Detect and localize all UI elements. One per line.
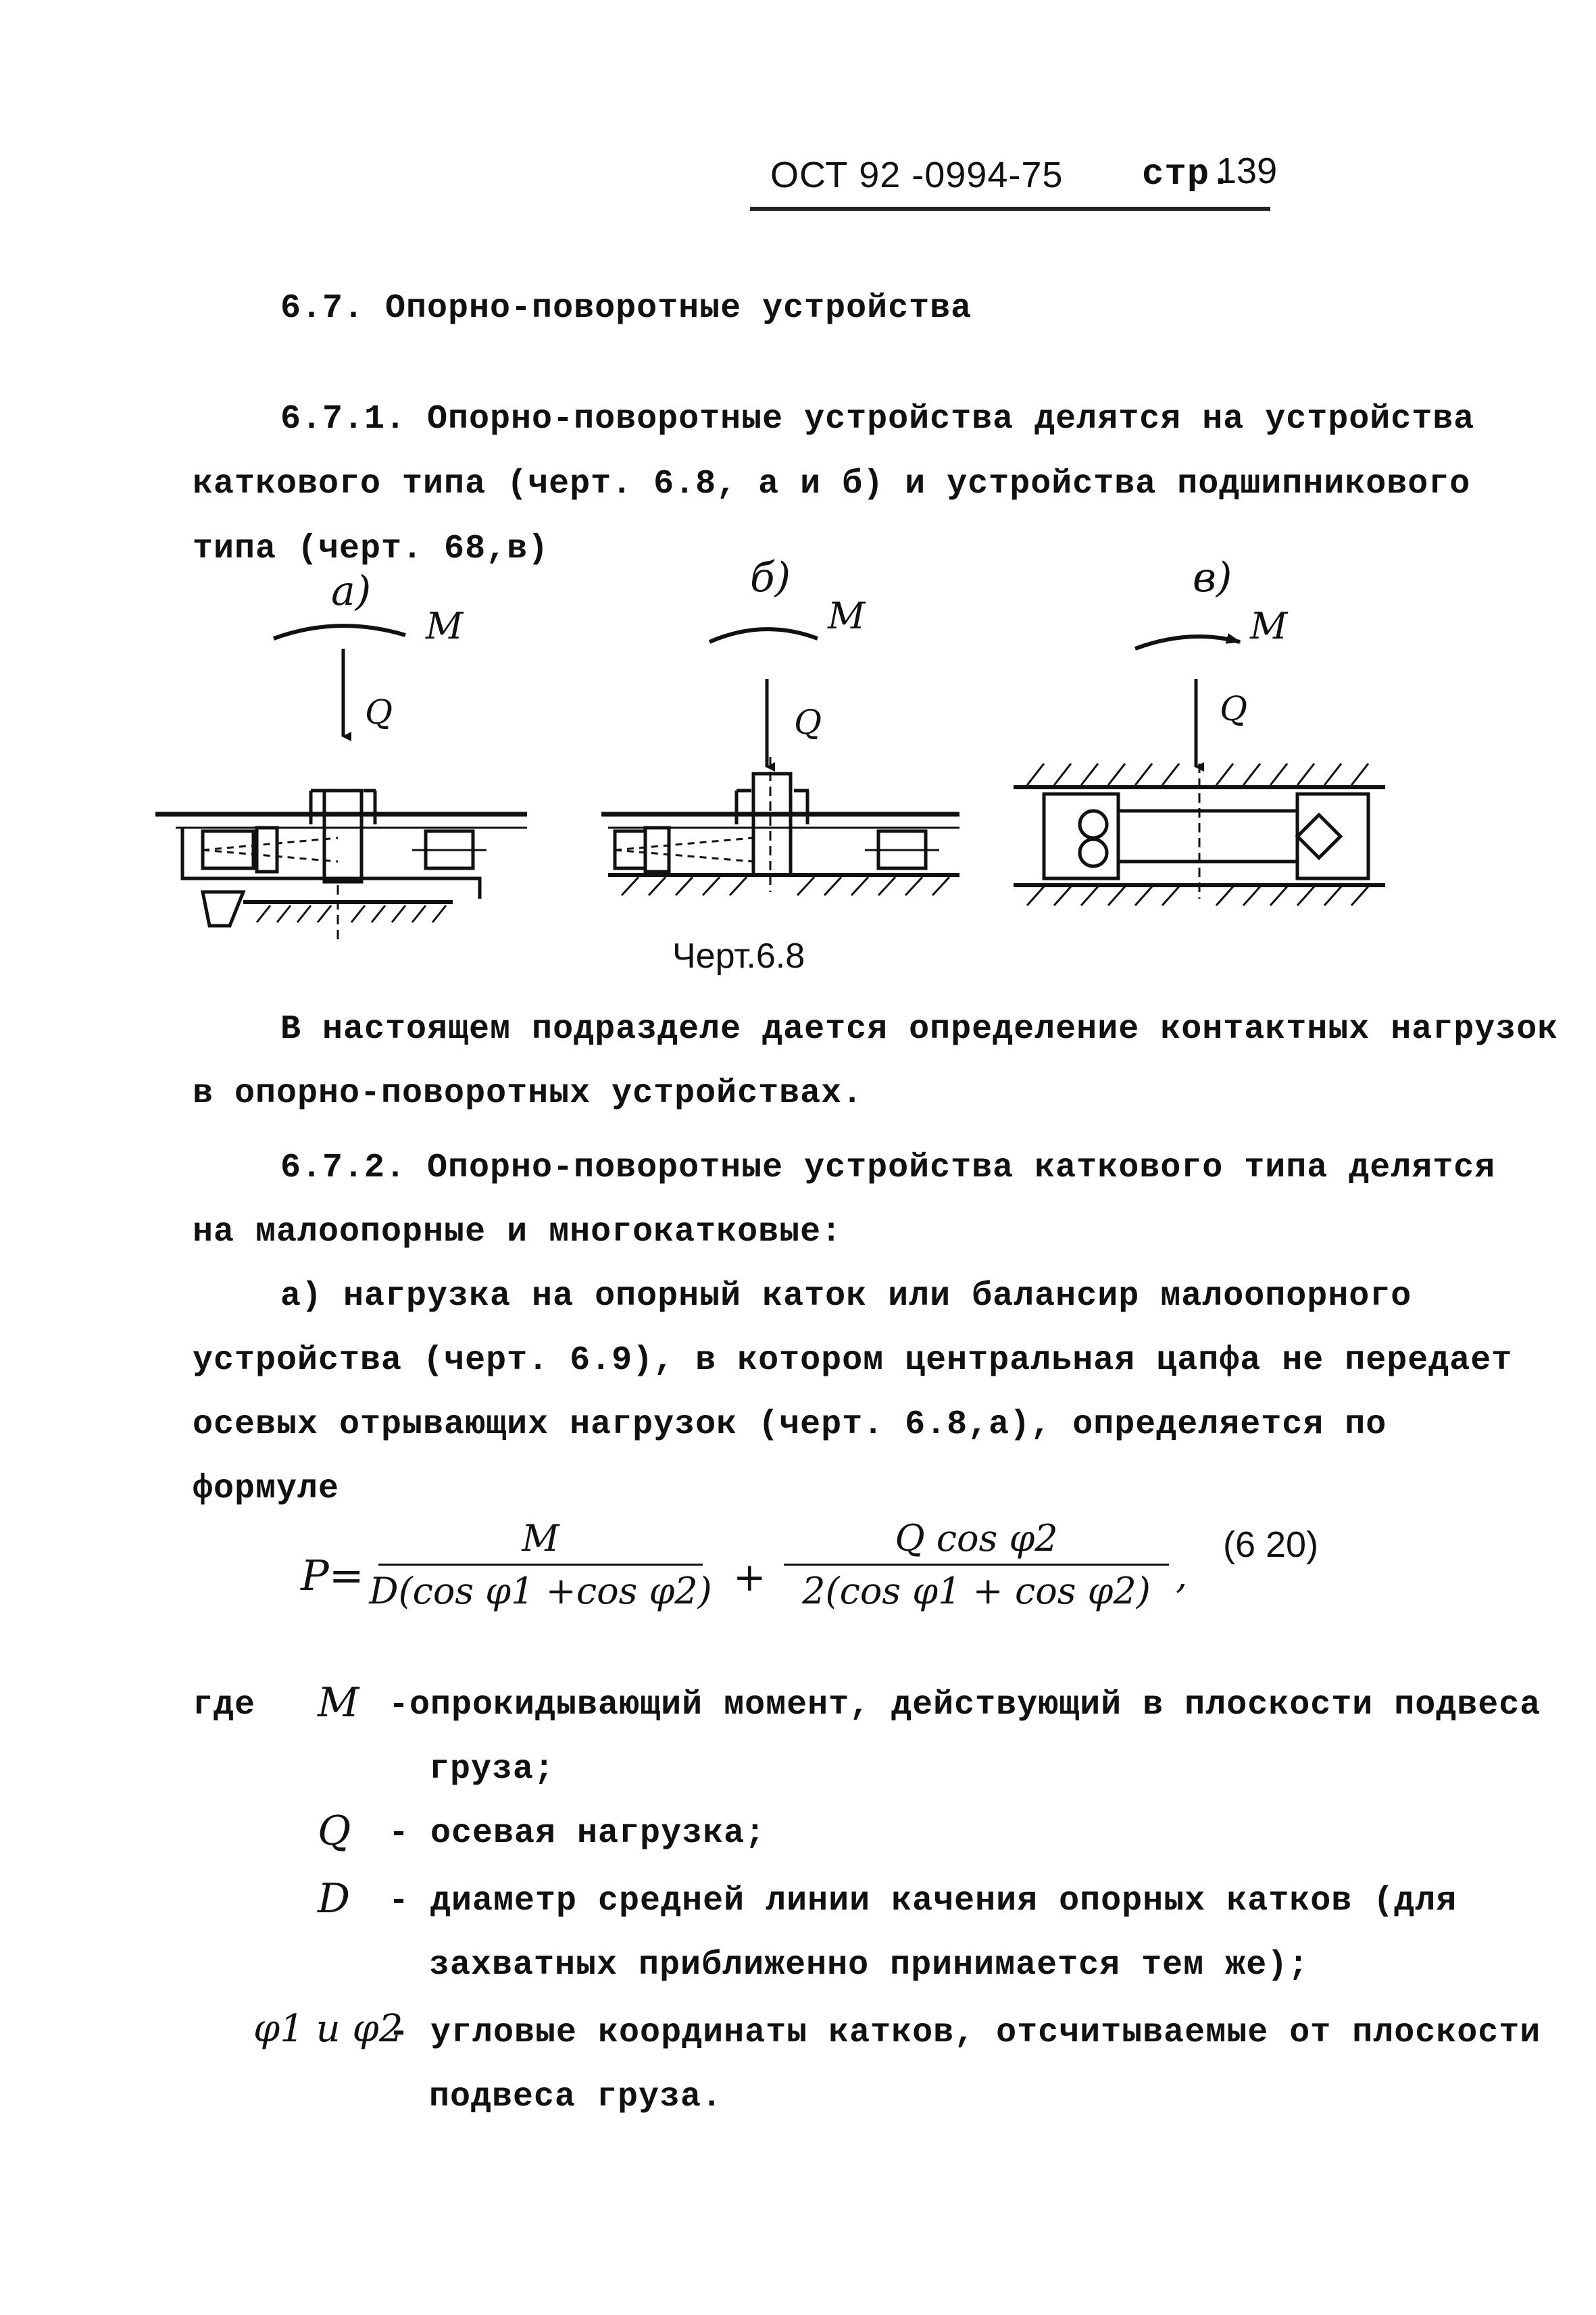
var-D-symbol: D — [318, 1875, 351, 1922]
para-672-line2: на малоопорные и многокатковые: — [193, 1213, 843, 1251]
formula-comma: , — [1176, 1554, 1188, 1597]
moment-label-v: M — [1250, 605, 1288, 647]
para-a-line2: устройства (черт. 6.9), в котором центральная цапфа не передает — [193, 1341, 1513, 1380]
para-671-line2: каткового типа (черт. 6.8, а и б) и устройства подшипникового — [193, 465, 1471, 503]
force-label-v: Q — [1220, 689, 1247, 728]
fraction-2-bar — [784, 1564, 1169, 1566]
figure-label-b: б) — [750, 554, 791, 601]
document-code: ОСТ 92 -0994-75 — [770, 155, 1064, 195]
var-M-line1: -опрокидывающий момент, действующий в плоскости подвеса — [389, 1686, 1541, 1724]
fraction-2-denominator: 2(cos φ1 + cos φ2) — [802, 1570, 1151, 1612]
var-M-symbol: M — [318, 1679, 359, 1726]
figure-caption: Черт.6.8 — [672, 937, 805, 976]
fraction-1-bar — [378, 1564, 703, 1566]
para-intro-line2: в опорно-поворотных устройствах. — [193, 1074, 864, 1113]
var-Q-text: - осевая нагрузка; — [389, 1814, 766, 1853]
page-number: 139 — [1216, 151, 1278, 191]
fraction-2 — [784, 1517, 1169, 1612]
force-label-a: Q — [365, 693, 393, 732]
section-title: 6.7. Опорно-поворотные устройства — [280, 289, 972, 328]
var-Q-symbol: Q — [318, 1808, 351, 1855]
fraction-2-numerator: Q cos φ2 — [895, 1517, 1058, 1560]
formula-lhs: P= — [301, 1551, 364, 1600]
var-phi-line1: - угловые координаты катков, отсчитываемые от плоскости — [389, 2014, 1541, 2052]
para-intro-line1: В настоящем подразделе дается определение контактных нагрузок — [280, 1010, 1559, 1049]
para-671-line1: 6.7.1. Опорно-поворотные устройства делятся на устройства — [280, 400, 1475, 439]
force-label-b: Q — [794, 703, 822, 742]
figure-label-v: в) — [1193, 554, 1232, 601]
fraction-1 — [369, 1517, 712, 1612]
page-label: стр. — [1142, 154, 1232, 195]
para-672-line1: 6.7.2. Опорно-поворотные устройства каткового типа делятся — [280, 1149, 1496, 1187]
para-671-line3: типа (черт. 68,в) — [193, 530, 549, 568]
where-word: где — [193, 1686, 256, 1724]
var-D-line1: - диаметр средней линии качения опорных катков (для — [389, 1882, 1457, 1920]
fraction-1-denominator: D(cos φ1 +cos φ2) — [369, 1570, 712, 1612]
moment-label-a: M — [426, 605, 464, 647]
fraction-1-numerator: M — [522, 1517, 559, 1560]
formula-number: (6 20) — [1223, 1524, 1319, 1565]
var-phi-line2: подвеса груза. — [429, 2078, 723, 2116]
moment-label-b: M — [828, 595, 866, 637]
formula-plus: + — [733, 1554, 766, 1600]
para-a-line4: формуле — [193, 1470, 340, 1508]
figure-label-a: а) — [331, 568, 372, 615]
para-a-line1: а) нагрузка на опорный каток или балансир малоопорного — [280, 1277, 1412, 1316]
var-D-line2: захватных приближенно принимается тем же); — [429, 1946, 1310, 1985]
para-a-line3: осевых отрывающих нагрузок (черт. 6.8,а), определяется по — [193, 1405, 1387, 1444]
var-phi-symbol: φ1 и φ2 — [253, 2007, 403, 2051]
var-M-line2: груза; — [429, 1750, 555, 1789]
